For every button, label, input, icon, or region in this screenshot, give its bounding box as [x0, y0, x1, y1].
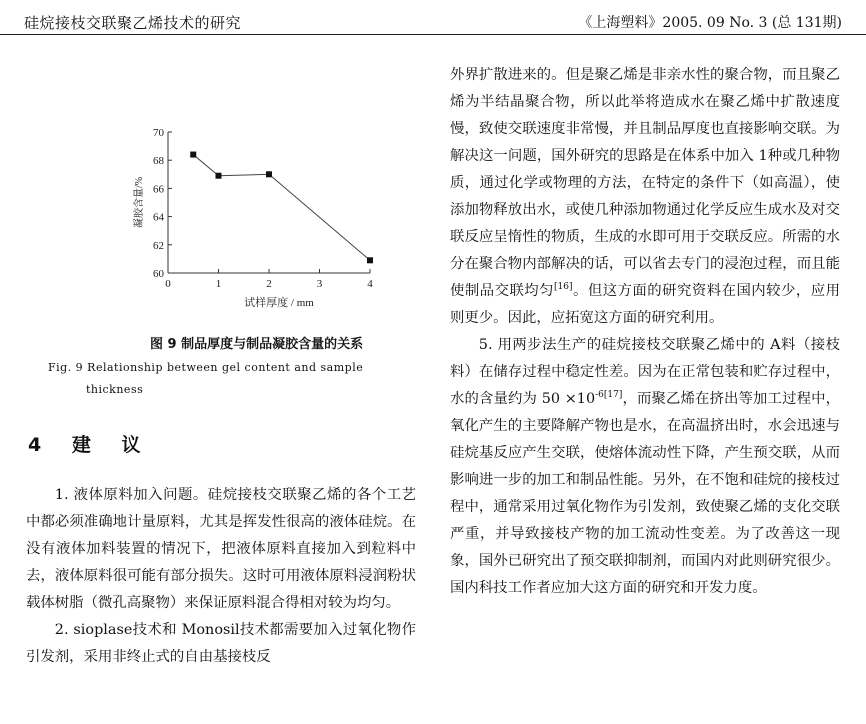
x-tick-label: 4 — [367, 278, 373, 290]
x-axis-label: 试样厚度 / mm — [244, 297, 314, 309]
y-tick-label: 66 — [153, 183, 164, 196]
paragraph-continued-text: 外界扩散进来的。但是聚乙烯是非亲水性的聚合物，而且聚乙烯为半结晶聚合物，所以此举将造成水在聚乙烯中扩散速度慢，致使交联速度非常慢，并且制品厚度也直接影响交联。为解决这一问题，国外研究的思路是在体系中加入 1种或几种物质，通过化学或物理的方法，在特定的条件下（如高温），使添加物释放出水，或使几种添加物通过化学反应生成水及对交联反应呈惰性的物质，生成的水即可用于交联反应。所需的水分在聚合物内部解决的话，可以省去专门的浸泡过程，而且能使制品交联均匀 — [450, 67, 840, 299]
series-line — [193, 155, 370, 261]
paragraph-continued — [450, 62, 840, 332]
y-axis-label: 凝胶含量/% — [134, 176, 145, 229]
section-heading: 4 建 议 — [28, 434, 153, 456]
y-tick-label: 62 — [153, 239, 164, 252]
y-tick-label: 64 — [153, 211, 164, 224]
paragraph-5-text: 5. 用两步法生产的硅烷接枝交联聚乙烯中的 A料（接枝料）在储存过程中稳定性差。因为在正常包装和贮存过程中，水的含量约为 50 ×10 — [450, 337, 840, 407]
x-tick-label: 2 — [266, 278, 272, 290]
exponent: -6 — [595, 390, 604, 401]
paragraph-5-tail: ，而聚乙烯在挤出等加工过程中，氧化产生的主要降解产物也是水，在高温挤出时，水会迅速与硅烷基反应产生交联，使熔体流动性下降，产生预交联，从而影响进一步的加工和制品性能。另外，在不饱和硅烷的接枝过程中，通常采用过氧化物作为引发剂，致使聚乙烯的支化交联严重，并导致接枝产物的加工流动性变差。为了改善这一现象，国外已研究出了预交联抑制剂，而国内对此则研究很少。国内科技工作者应加大这方面的研究和开发力度。 — [450, 391, 840, 596]
page-header — [0, 0, 866, 35]
data-point — [190, 152, 196, 158]
paragraph-2: 2. sioplase技术和 Monosil技术都需要加入过氧化物作引发剂，采用非终止式的自由基接枝反 — [26, 622, 416, 665]
figure-9-chart — [128, 122, 398, 314]
figure-caption-en — [48, 357, 378, 401]
chart-svg — [128, 122, 398, 314]
figure-caption-cn: 图 9 制品厚度与制品凝胶含量的关系 — [150, 337, 364, 352]
paragraph-5 — [450, 332, 840, 602]
x-tick-label: 0 — [165, 278, 171, 290]
data-point — [266, 171, 272, 177]
paragraph-continued-tail: 。但这方面的研究资料在国内较少，应用则更少。因此，应拓宽这方面的研究利用。 — [450, 283, 840, 326]
data-point — [367, 257, 373, 263]
citation-16: [16] — [554, 282, 573, 293]
figure-caption-en-line2: thickness — [86, 383, 144, 396]
journal-info: 《上海塑料》2005. 09 No. 3 (总 131期) — [578, 15, 842, 31]
y-tick-label: 68 — [153, 155, 164, 168]
figure-caption-en-line1: Fig. 9 Relationship between gel content and sample — [48, 361, 364, 374]
x-tick-label: 3 — [316, 278, 323, 290]
data-point — [216, 173, 222, 179]
running-title: 硅烷接枝交联聚乙烯技术的研究 — [24, 14, 242, 32]
y-tick-label: 70 — [153, 127, 164, 139]
x-tick-label: 1 — [215, 278, 222, 290]
paragraph-1: 1. 液体原料加入问题。硅烷接枝交联聚乙烯的各个工艺中都必须准确地计量原料，尤其是挥发性很高的液体硅烷。在没有液体加料装置的情况下，把液体原料直接加入到粒料中去，液体原料很可能有部分损失。这时可用液体原料浸润粉状载体树脂（微孔高聚物）来保证原料混合得相对较为均匀。 — [26, 487, 416, 611]
citation-17: [17] — [603, 390, 623, 401]
right-column — [450, 62, 840, 602]
y-tick-label: 60 — [153, 268, 164, 280]
left-column — [26, 482, 416, 671]
